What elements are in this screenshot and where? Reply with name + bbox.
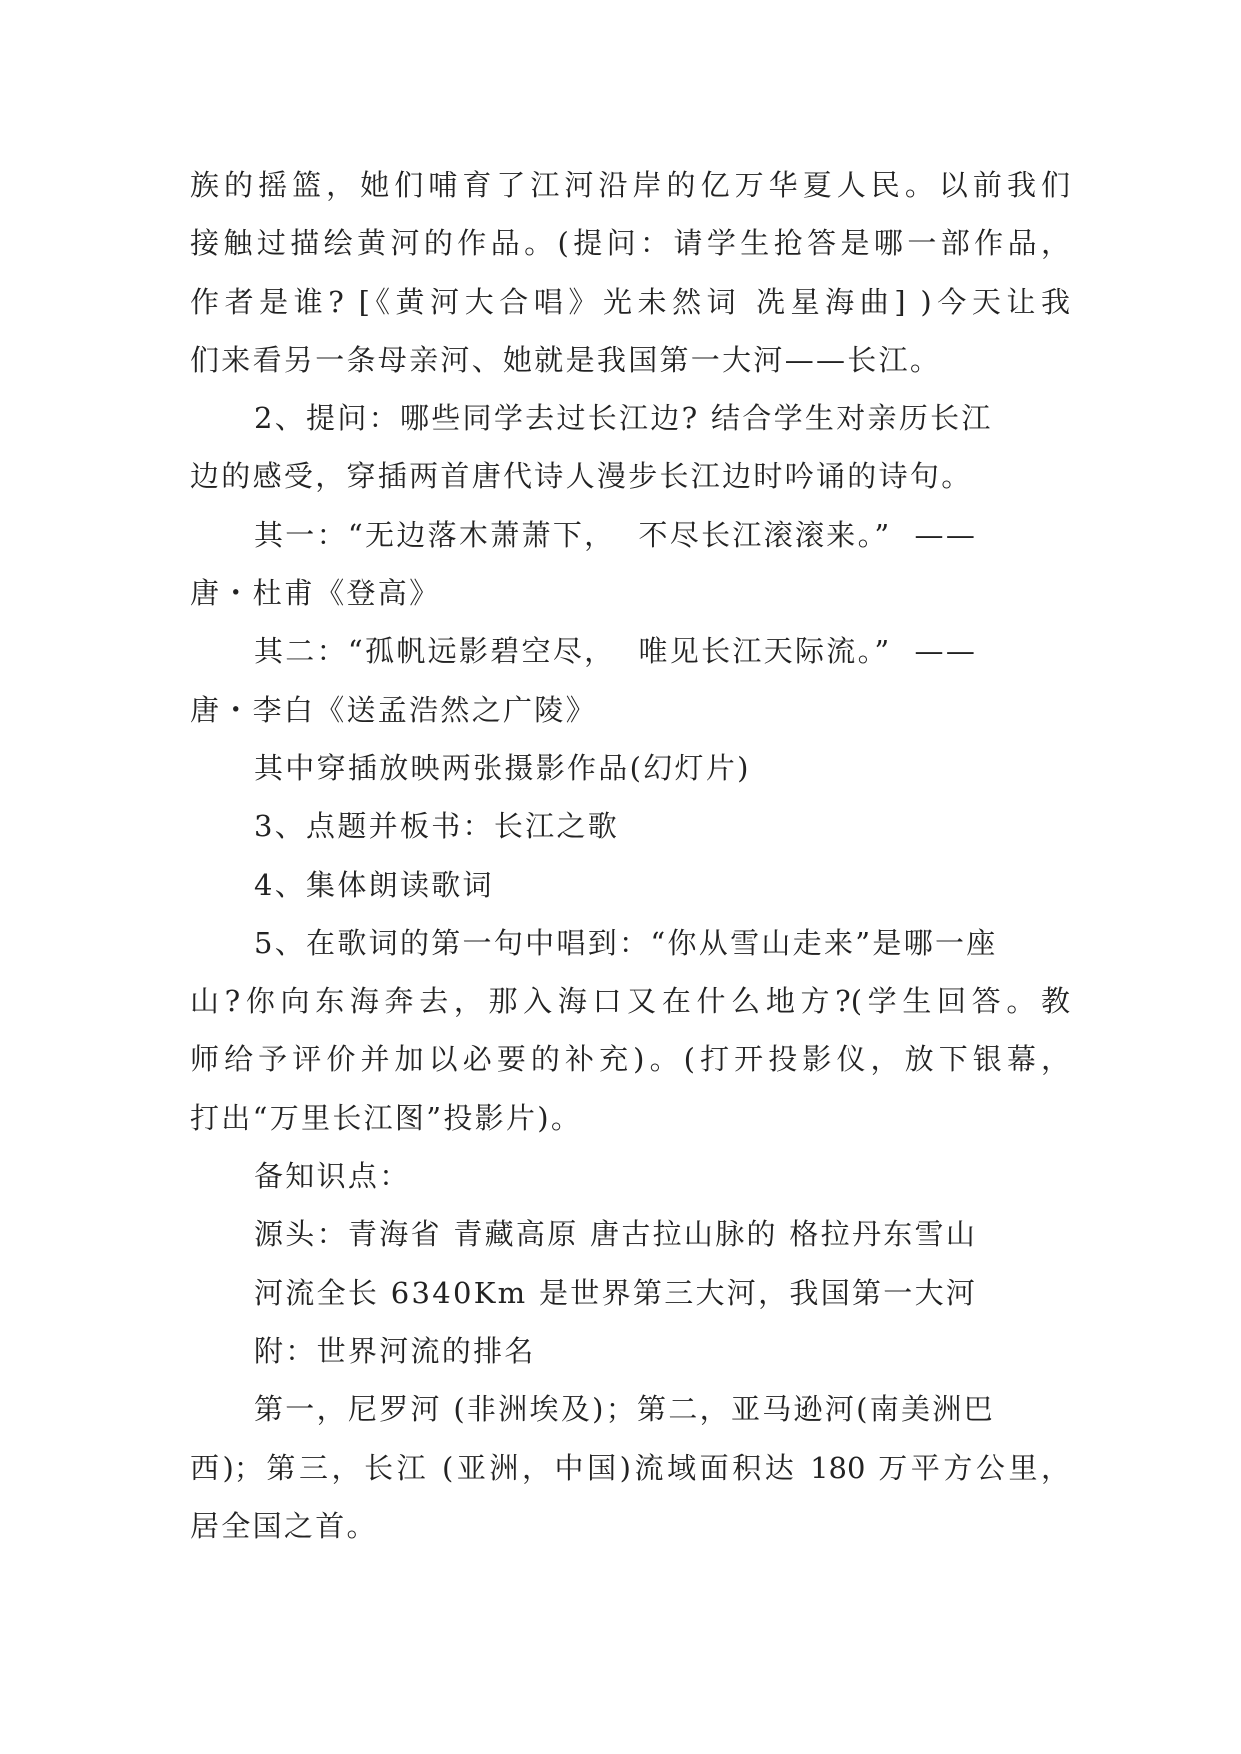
poem-attribution: 唐・杜甫《登高》 xyxy=(190,576,441,611)
text-line: 第一，尼罗河 (非洲埃及)；第二，亚马逊河(南美洲巴 xyxy=(254,1392,995,1427)
text-line: 居全国之首。 xyxy=(190,1508,378,1543)
text-line: 打出“万里长江图”投影片)。 xyxy=(190,1100,583,1135)
text-line: 附：世界河流的排名 xyxy=(254,1333,536,1368)
text-line: 山?你向东海奔去，那入海口又在什么地方?(学生回答。教 xyxy=(190,984,1070,1019)
text-line: 河流全长 6340Km 是世界第三大河，我国第一大河 xyxy=(254,1275,978,1310)
document-body xyxy=(190,156,1070,1555)
text-line: 边的感受，穿插两首唐代诗人漫步长江边时吟诵的诗句。 xyxy=(190,459,973,494)
text-line: 5、在歌词的第一句中唱到：“你从雪山走来”是哪一座 xyxy=(254,925,998,960)
text-line: 们来看另一条母亲河、她就是我国第一大河——长江。 xyxy=(190,342,942,377)
text-line: 2、提问：哪些同学去过长江边? 结合学生对亲历长江 xyxy=(254,401,993,436)
text-line: 接触过描绘黄河的作品。(提问：请学生抢答是哪一部作品， xyxy=(190,226,1070,261)
text-line: 西)；第三，长江 (亚洲，中国)流域面积达 180 万平方公里， xyxy=(190,1450,1070,1485)
text-line: 源头：青海省 青藏高原 唐古拉山脉的 格拉丹东雪山 xyxy=(254,1217,978,1252)
text-line: 作者是谁? [《黄河大合唱》光未然词 冼星海曲] )今天让我 xyxy=(190,284,1070,319)
poem-quote-line: 其一：“无边落木萧萧下， 不尽长江滚滚来。” —— xyxy=(254,517,978,552)
poem-attribution: 唐・李白《送孟浩然之广陵》 xyxy=(190,692,597,727)
text-line: 师给予评价并加以必要的补充)。(打开投影仪，放下银幕， xyxy=(190,1042,1070,1077)
text-line: 3、点题并板书：长江之歌 xyxy=(254,809,620,844)
poem-quote-line: 其二：“孤帆远影碧空尽， 唯见长江天际流。” —— xyxy=(254,634,978,669)
text-line: 其中穿插放映两张摄影作品(幻灯片) xyxy=(254,750,751,785)
text-line: 4、集体朗读歌词 xyxy=(254,867,494,902)
section-heading: 备知识点： xyxy=(254,1159,411,1194)
text-line: 族的摇篮，她们哺育了江河沿岸的亿万华夏人民。以前我们 xyxy=(190,168,1070,202)
